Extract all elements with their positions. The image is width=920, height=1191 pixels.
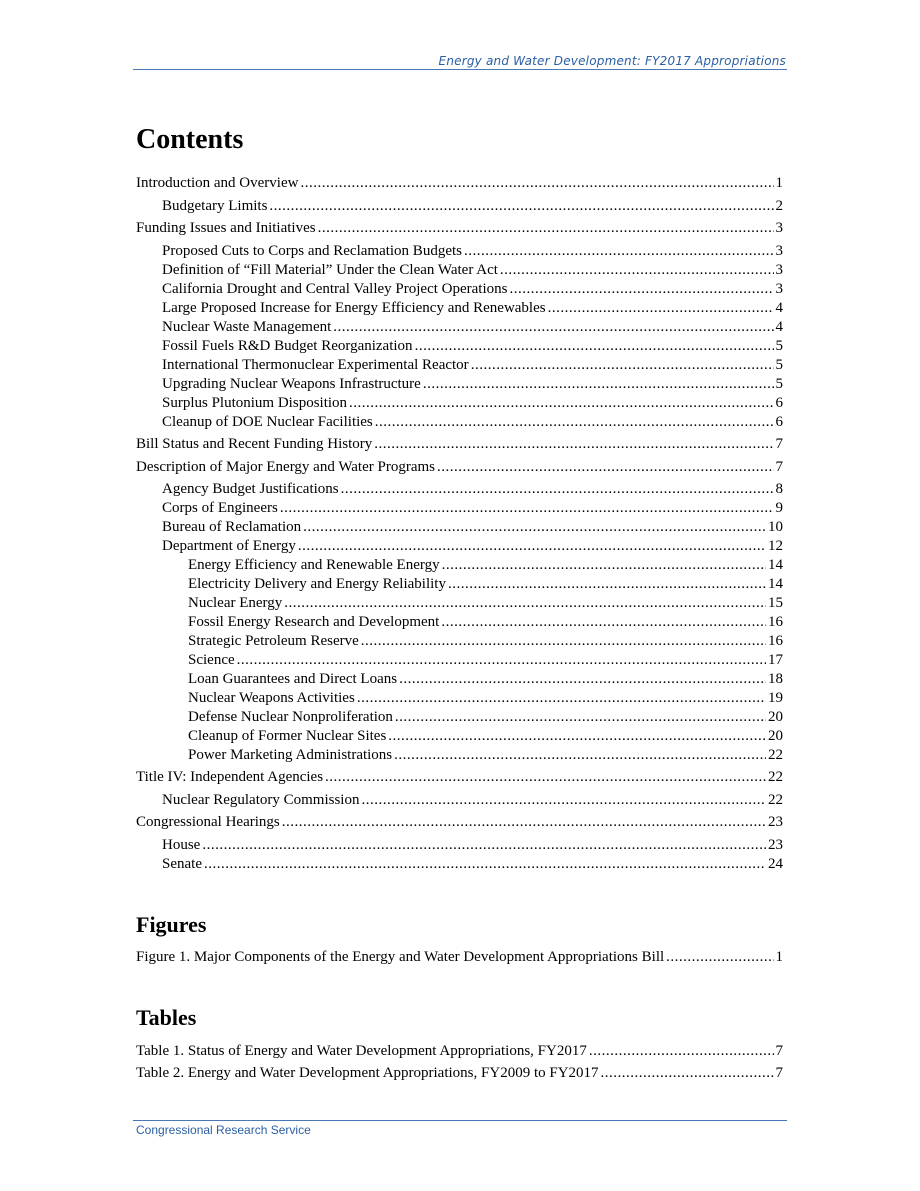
toc-entry[interactable] (136, 632, 783, 651)
running-footer: Congressional Research Service (136, 1123, 311, 1137)
figure-entry-label: Figure 1. Major Components of the Energy and Water Development Appropriations Bill (136, 949, 665, 965)
toc-entry-page: 17 (768, 652, 783, 668)
toc-entry-label: Defense Nuclear Nonproliferation (188, 709, 393, 725)
toc-entry-label: Agency Budget Justifications (162, 481, 339, 497)
toc-entry[interactable] (136, 556, 783, 575)
toc-entry-label: Bill Status and Recent Funding History (136, 436, 373, 452)
footer-rule (133, 1120, 787, 1121)
toc-entry-label: Fossil Energy Research and Development (188, 614, 440, 630)
toc-entry[interactable] (136, 727, 783, 746)
toc-entry-label: Bureau of Reclamation (162, 519, 302, 535)
toc-entry-label: Budgetary Limits (162, 198, 268, 214)
toc-entry-page: 4 (775, 319, 783, 335)
toc-entry-label: Power Marketing Administrations (188, 747, 393, 763)
toc-entry-page: 7 (775, 459, 783, 475)
toc-entry[interactable] (136, 413, 783, 432)
contents-title: Contents (136, 124, 244, 155)
toc-entry-page: 16 (768, 614, 783, 630)
table-entry-label: Table 2. Energy and Water Development Appropriations, FY2009 to FY2017 (136, 1065, 599, 1081)
toc-entry-page: 8 (775, 481, 783, 497)
table-entry[interactable] (136, 1042, 783, 1061)
toc-entry-label: Loan Guarantees and Direct Loans (188, 671, 398, 687)
toc-entry-page: 20 (768, 728, 783, 744)
toc-entry[interactable] (136, 499, 783, 518)
figure-entry[interactable] (136, 948, 783, 967)
toc-entry-label: Corps of Engineers (162, 500, 278, 516)
toc-entry[interactable] (136, 375, 783, 394)
toc-entry-label: Cleanup of Former Nuclear Sites (188, 728, 387, 744)
table-entry-page: 7 (775, 1043, 783, 1059)
toc-entry-page: 22 (768, 769, 783, 785)
toc-entry-page: 12 (768, 538, 783, 554)
table-entry-page: 7 (775, 1065, 783, 1081)
toc-entry[interactable] (136, 435, 783, 454)
toc-entry-label: California Drought and Central Valley Project Operations (162, 281, 508, 297)
toc-entry-label: International Thermonuclear Experimental Reactor (162, 357, 469, 373)
toc-entry[interactable] (136, 813, 783, 832)
toc-entry[interactable] (136, 197, 783, 216)
toc-entry-label: Senate (162, 856, 202, 872)
toc-entry-page: 16 (768, 633, 783, 649)
figures-title: Figures (136, 912, 207, 937)
toc-entry-page: 5 (775, 357, 783, 373)
toc-entry-page: 10 (768, 519, 783, 535)
toc-entry-label: Strategic Petroleum Reserve (188, 633, 359, 649)
header-rule (133, 69, 787, 70)
toc-entry[interactable] (136, 261, 783, 280)
table-entry[interactable] (136, 1064, 783, 1083)
toc-entry-label: Surplus Plutonium Disposition (162, 395, 348, 411)
table-entry-label: Table 1. Status of Energy and Water Development Appropriations, FY2017 (136, 1043, 587, 1059)
toc-entry-page: 22 (768, 747, 783, 763)
toc-entry-page: 14 (768, 576, 783, 592)
toc-entry[interactable] (136, 613, 783, 632)
toc-entry-label: Definition of “Fill Material” Under the Clean Water Act (162, 262, 498, 278)
toc-entry-page: 20 (768, 709, 783, 725)
toc-entry[interactable] (136, 537, 783, 556)
toc-entry[interactable] (136, 219, 783, 238)
toc-entry[interactable] (136, 280, 783, 299)
toc-entry-label: Large Proposed Increase for Energy Efficiency and Renewables (162, 300, 546, 316)
toc-entry-page: 19 (768, 690, 783, 706)
toc-entry-page: 23 (768, 837, 783, 853)
toc-entry-label: Proposed Cuts to Corps and Reclamation Budgets (162, 243, 462, 259)
toc-entry-page: 22 (768, 792, 783, 808)
toc-entry-page: 15 (768, 595, 783, 611)
toc-entry[interactable] (136, 518, 783, 537)
toc-entry-label: Nuclear Energy (188, 595, 283, 611)
toc-entry[interactable] (136, 689, 783, 708)
toc-entry[interactable] (136, 575, 783, 594)
toc-entry-label: Upgrading Nuclear Weapons Infrastructure (162, 376, 421, 392)
toc-entry[interactable] (136, 855, 783, 874)
toc-entry-label: Electricity Delivery and Energy Reliability (188, 576, 446, 592)
toc-entry[interactable] (136, 318, 783, 337)
toc-entry-page: 7 (775, 436, 783, 452)
toc-entry-page: 9 (775, 500, 783, 516)
toc-entry-page: 1 (775, 175, 783, 191)
toc-entry-label: Introduction and Overview (136, 175, 299, 191)
toc-entry-page: 5 (775, 338, 783, 354)
toc-entry[interactable] (136, 394, 783, 413)
toc-entry[interactable] (136, 458, 783, 477)
toc-entry-page: 18 (768, 671, 783, 687)
toc-entry-page: 3 (775, 220, 783, 236)
toc-entry-label: Funding Issues and Initiatives (136, 220, 316, 236)
toc-entry[interactable] (136, 708, 783, 727)
toc-entry[interactable] (136, 356, 783, 375)
toc-entry[interactable] (136, 242, 783, 261)
toc-entry-page: 5 (775, 376, 783, 392)
toc-entry[interactable] (136, 480, 783, 499)
toc-entry[interactable] (136, 299, 783, 318)
toc-entry-label: Energy Efficiency and Renewable Energy (188, 557, 440, 573)
toc-entry-label: Cleanup of DOE Nuclear Facilities (162, 414, 373, 430)
figure-entry-page: 1 (775, 949, 783, 965)
toc-entry[interactable] (136, 791, 783, 810)
toc-entry[interactable] (136, 337, 783, 356)
tables-title: Tables (136, 1005, 197, 1030)
toc-entry-page: 14 (768, 557, 783, 573)
toc-entry-label: Nuclear Waste Management (162, 319, 332, 335)
toc-entry[interactable] (136, 174, 783, 193)
toc-entry-page: 2 (775, 198, 783, 214)
toc-entry-page: 3 (775, 281, 783, 297)
toc-entry-label: Science (188, 652, 235, 668)
toc-entry[interactable] (136, 651, 783, 670)
toc-entry-label: House (162, 837, 201, 853)
running-header: Energy and Water Development: FY2017 Appropriations (438, 54, 786, 68)
toc-entry-label: Fossil Fuels R&D Budget Reorganization (162, 338, 413, 354)
toc-entry[interactable] (136, 594, 783, 613)
toc-entry-label: Nuclear Regulatory Commission (162, 792, 360, 808)
toc-entry-page: 24 (768, 856, 783, 872)
toc-entry-label: Title IV: Independent Agencies (136, 769, 324, 785)
toc-entry-label: Nuclear Weapons Activities (188, 690, 355, 706)
toc-entry-page: 6 (775, 395, 783, 411)
toc-entry-label: Department of Energy (162, 538, 296, 554)
toc-entry[interactable] (136, 670, 783, 689)
toc-entry[interactable] (136, 746, 783, 765)
toc-entry-label: Congressional Hearings (136, 814, 280, 830)
toc-entry-page: 3 (775, 243, 783, 259)
toc-entry-page: 4 (775, 300, 783, 316)
toc-entry-label: Description of Major Energy and Water Programs (136, 459, 435, 475)
toc-entry[interactable] (136, 836, 783, 855)
toc-entry-page: 6 (775, 414, 783, 430)
toc-entry-page: 23 (768, 814, 783, 830)
toc-entry-page: 3 (775, 262, 783, 278)
toc-entry[interactable] (136, 768, 783, 787)
